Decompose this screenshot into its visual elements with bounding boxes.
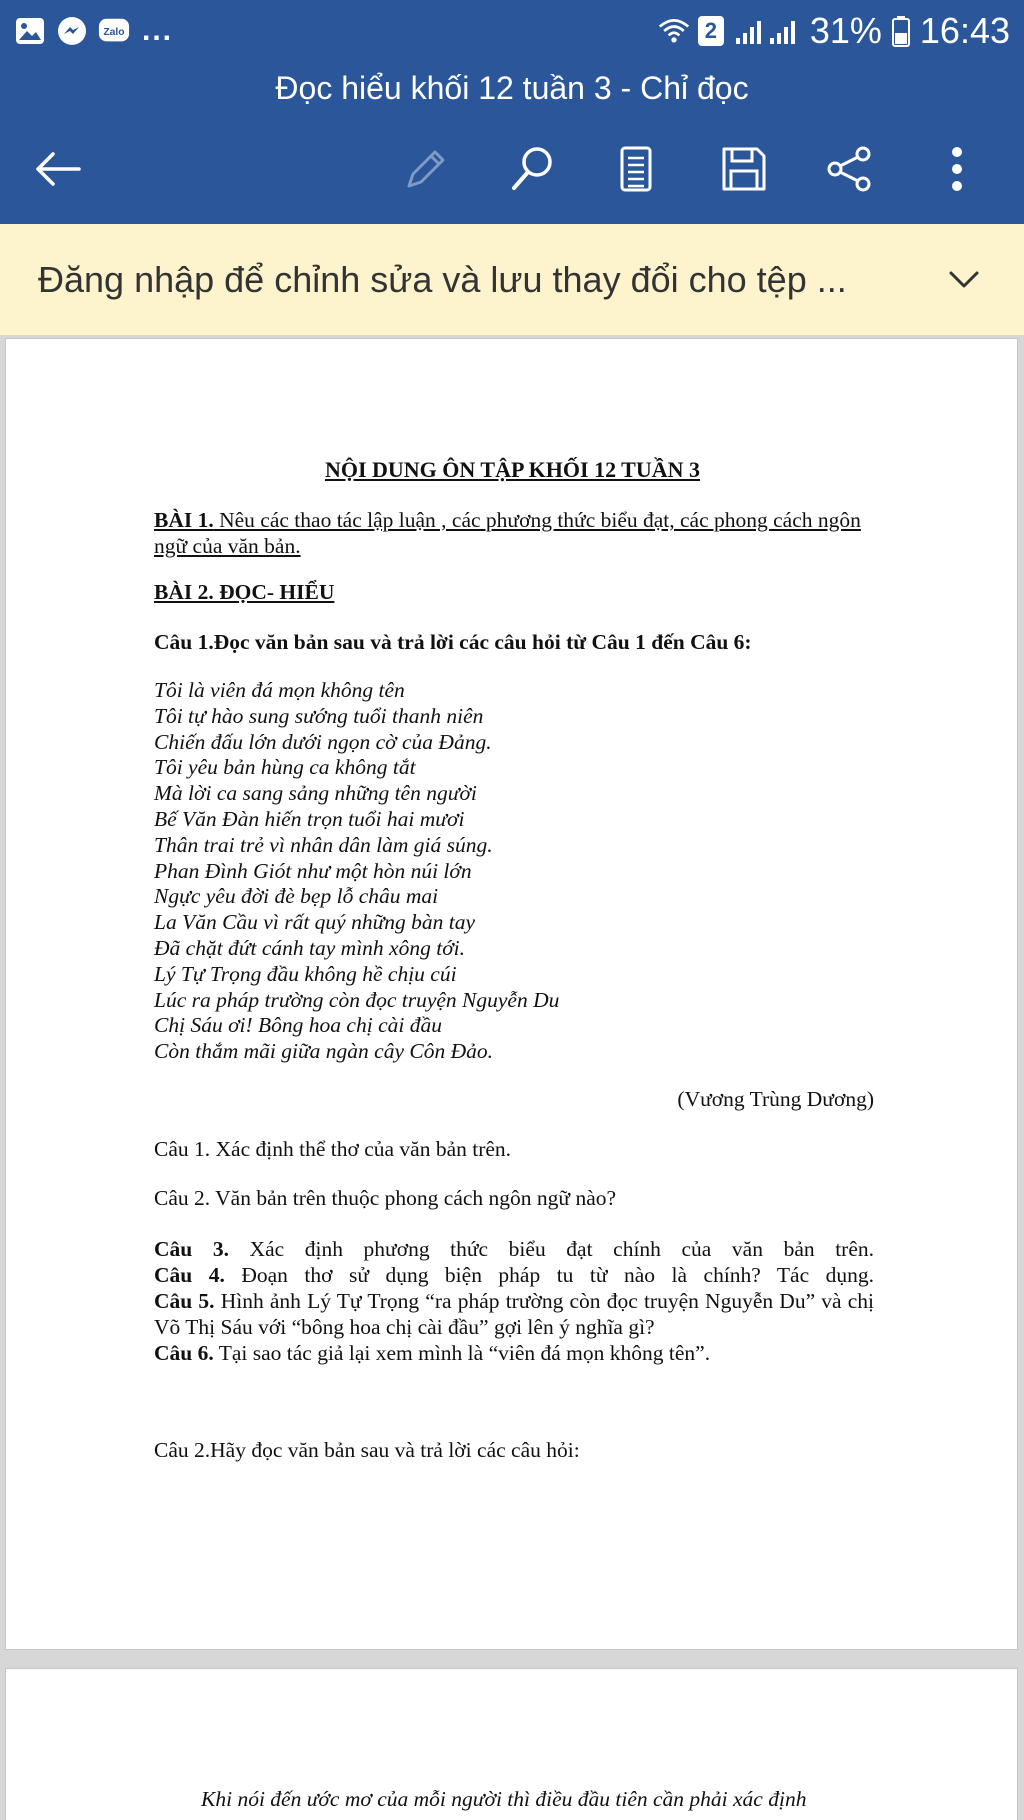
reading-view-icon: [616, 144, 656, 194]
back-button[interactable]: [28, 139, 88, 199]
q3-label: Câu 3.: [154, 1237, 229, 1261]
question-1: Câu 1. Xác định thể thơ của văn bản trên.: [154, 1137, 512, 1161]
more-vertical-icon: [947, 144, 967, 194]
back-arrow-icon: [33, 149, 83, 189]
window-title: Đọc hiểu khối 12 tuần 3 - Chỉ đọc: [275, 69, 749, 106]
reading-view-button[interactable]: [606, 139, 666, 199]
document-page-1[interactable]: [5, 338, 1018, 1650]
sim-badge: 2: [698, 16, 724, 46]
gallery-icon: [14, 15, 46, 47]
page2-first-line: Khi nói đến ước mơ của mỗi người thì điều đầu tiên cần phải xác định: [201, 1787, 807, 1811]
notification-icons: [14, 14, 173, 48]
app-toolbar: [0, 114, 1024, 224]
svg-text:Zalo: Zalo: [103, 26, 125, 38]
question-5: [154, 1288, 874, 1340]
q4-label: Câu 4.: [154, 1263, 225, 1287]
chevron-down-icon[interactable]: [944, 260, 984, 300]
poem-author: (Vương Trùng Dương): [677, 1087, 874, 1111]
battery-icon: [890, 15, 912, 47]
poem-line: Ngực yêu đời đè bẹp lỗ châu mai: [154, 884, 439, 909]
save-icon: [719, 144, 769, 194]
share-button[interactable]: [820, 139, 880, 199]
search-icon: [507, 144, 557, 194]
document-title-bar: [0, 62, 1024, 114]
q6-label: Câu 6.: [154, 1341, 214, 1365]
more-options-button[interactable]: [927, 139, 987, 199]
cau2-heading: Câu 2.Hãy đọc văn bản sau và trả lời các câu hỏi:: [154, 1438, 580, 1462]
messenger-icon: [56, 15, 88, 47]
search-button[interactable]: [502, 139, 562, 199]
edit-button[interactable]: [396, 139, 456, 199]
zalo-icon: [98, 15, 130, 47]
bai1-text: Nêu các thao tác lập luận , các phương thức biểu đạt, các phong cách ngôn ngữ của văn bản.: [154, 508, 861, 558]
clock: 16:43: [919, 10, 1010, 51]
battery-percent: 31%: [809, 10, 882, 51]
status-bar: [0, 0, 1024, 62]
question-6: [154, 1340, 874, 1366]
sign-in-banner[interactable]: [0, 224, 1024, 336]
q6-text: Tại sao tác giả lại xem mình là “viên đá mọn không tên”.: [213, 1341, 711, 1365]
system-indicators: [658, 10, 1010, 52]
poem-line: Mà lời ca sang sảng những tên người: [154, 781, 477, 806]
poem-line: Thân trai trẻ vì nhân dân làm giá súng.: [154, 832, 493, 857]
sign-in-banner-text[interactable]: Đăng nhập để chỉnh sửa và lưu thay đổi cho tệp ...: [38, 258, 847, 300]
poem-line: Tôi yêu bản hùng ca không tắt: [154, 755, 416, 780]
q3-text: Xác định phương thức biểu đạt chính của văn bản trên.: [228, 1237, 875, 1261]
poem-line: Đã chặt đứt cánh tay mình xông tới.: [154, 935, 466, 960]
save-button[interactable]: [714, 139, 774, 199]
poem-line: Bế Văn Đàn hiến trọn tuổi hai mươi: [154, 806, 465, 831]
poem-line: Tôi tự hào sung sướng tuổi thanh niên: [154, 703, 484, 728]
bai2-heading: BÀI 2. ĐỌC- HIỂU: [154, 580, 335, 604]
question-4: [154, 1262, 874, 1288]
q4-text: Đoạn thơ sử dụng biện pháp tu từ nào là chính? Tác dụng.: [224, 1263, 874, 1287]
poem-line: Chị Sáu ơi! Bông hoa chị cài đầu: [154, 1013, 442, 1038]
poem-line: Tôi là viên đá mọn không tên: [154, 678, 405, 702]
question-2: Câu 2. Văn bản trên thuộc phong cách ngôn ngữ nào?: [154, 1186, 617, 1210]
share-icon: [825, 144, 875, 194]
question-3: [154, 1236, 874, 1262]
q5-label: Câu 5.: [154, 1289, 215, 1313]
poem-line: La Văn Cầu vì rất quý những bàn tay: [154, 910, 476, 935]
poem-line: Lúc ra pháp trường còn đọc truyện Nguyễn Du: [154, 987, 560, 1012]
more-notifications: ...: [142, 14, 174, 47]
edit-pencil-icon: [401, 144, 451, 194]
bai1-label: BÀI 1.: [154, 508, 214, 532]
cau1-heading: Câu 1.Đọc văn bản sau và trả lời các câu hỏi từ Câu 1 đến Câu 6:: [154, 630, 752, 654]
poem-line: Phan Đình Giót như một hòn núi lớn: [154, 858, 472, 883]
doc-heading: NỘI DUNG ÔN TẬP KHỐI 12 TUẦN 3: [324, 457, 701, 482]
poem-line: Còn thắm mãi giữa ngàn cây Côn Đảo.: [154, 1039, 493, 1064]
poem-line: Chiến đấu lớn dưới ngọn cờ của Đảng.: [154, 729, 492, 754]
poem: [154, 678, 874, 1065]
poem-line: Lý Tự Trọng đầu không hề chịu cúi: [154, 961, 457, 986]
bai1-paragraph: [154, 507, 874, 559]
document-page-2[interactable]: [5, 1668, 1018, 1820]
q5-text: Hình ảnh Lý Tự Trọng “ra pháp trường còn đọc truyện Nguyễn Du” và chị Võ Thị Sáu với “bông hoa chị cài đầu” gợi lên ý nghĩa gì?: [154, 1289, 875, 1339]
signal-icon: [732, 15, 802, 47]
wifi-icon: [658, 15, 690, 47]
